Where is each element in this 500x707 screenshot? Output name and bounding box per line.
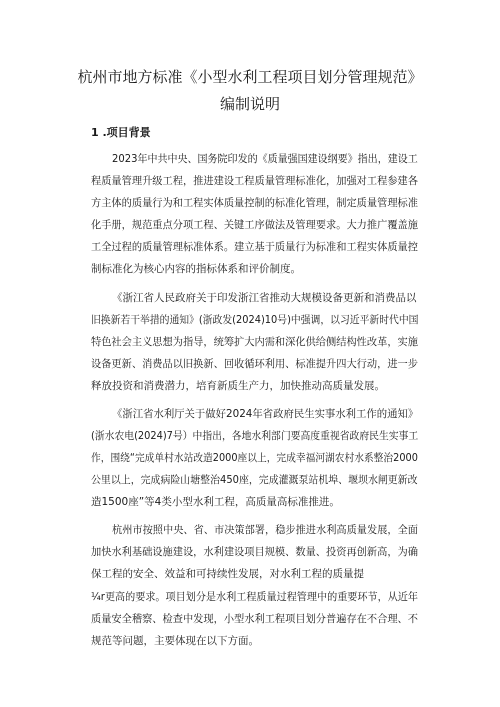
paragraph-line: 杭州市按照中央、省、市决策部署，稳步推进水利高质量发展，全面 [112, 524, 418, 536]
paragraph-line: 《浙江省水利厅关于做好2024年省政府民生实事水利工作的通知》 [112, 408, 419, 420]
paragraph-line: 制标准化为核心内容的指标体系和评价制度。 [91, 263, 301, 275]
paragraph-line: 程质量管理升级工程，推进建设工程质量管理标准化，加强对工程参建各 [91, 175, 418, 187]
paragraph-line: 《浙江省人民政府关于印发浙江省推动大规模设备更新和消费品以 [112, 292, 417, 304]
paragraph-line: 特色社会主义思想为指导，统筹扩大内需和深化供给侧结构性改革，实施 [91, 336, 418, 348]
paragraph-line: 2023年中共中央、国务院印发的《质量强国建设纲要》指出，建设工 [112, 153, 418, 165]
paragraph-line: 公里以上，完成病险山塘整治450座，完成灌溉泵站机埠、堰坝水闸更新改 [91, 474, 418, 486]
paragraph-line: ¼r更高的要求。项目划分是水利工程质量过程管理中的重要环节，从近年 [91, 591, 418, 603]
paragraph-line: 加快水利基础设施建设，水利建设项目规模、数量、投资再创新高，为确 [91, 546, 418, 558]
section-heading: 1 .项目背景 [91, 126, 151, 139]
paragraph-line: 设备更新、消费品以旧换新、回收循环利用、标准提升四大行动，进一步 [91, 358, 418, 370]
paragraph-line: (浙水农电(2024)7号）中指出，各地水利部门要高度重视省政府民生实事工 [91, 430, 419, 442]
paragraph-line: 保工程的安全、效益和可持续性发展，对水利工程的质量提 [91, 568, 364, 580]
paragraph-line: 方主体的质量行为和工程实体质量控制的标准化管理，制定质量管理标准 [91, 197, 418, 209]
paragraph-line: 质量安全稽察、检查中发现，小型水利工程项目划分普遍存在不合理、不 [91, 613, 418, 625]
paragraph-line: 作，围绕“完成单村水站改造2000座以上，完成幸福河湖农村水系整治2000 [91, 452, 418, 464]
paragraph-line: 旧换新若干举措的通知》(浙政发(2024)10号)中强调，以习近平新时代中国 [91, 314, 419, 326]
document-title: 杭州市地方标准《小型水利工程项目划分管理规范》 [77, 68, 423, 86]
paragraph-line: 造1500座”等4类小型水利工程，高质量高标准推进。 [91, 496, 340, 508]
paragraph-line: 规范等问题，主要体现在以下方面。 [91, 635, 259, 647]
document-subtitle: 编制说明 [219, 95, 280, 113]
paragraph-line: 化手册，规范重点分项工程、关键工序做法及管理要求。大力推广覆盖施 [91, 219, 418, 231]
paragraph-line: 工全过程的质量管理标准体系。建立基于质量行为标准和工程实体质量控 [91, 241, 418, 253]
paragraph-line: 释放投资和消费潜力，培育新质生产力，加快推动高质量发展。 [91, 380, 385, 392]
